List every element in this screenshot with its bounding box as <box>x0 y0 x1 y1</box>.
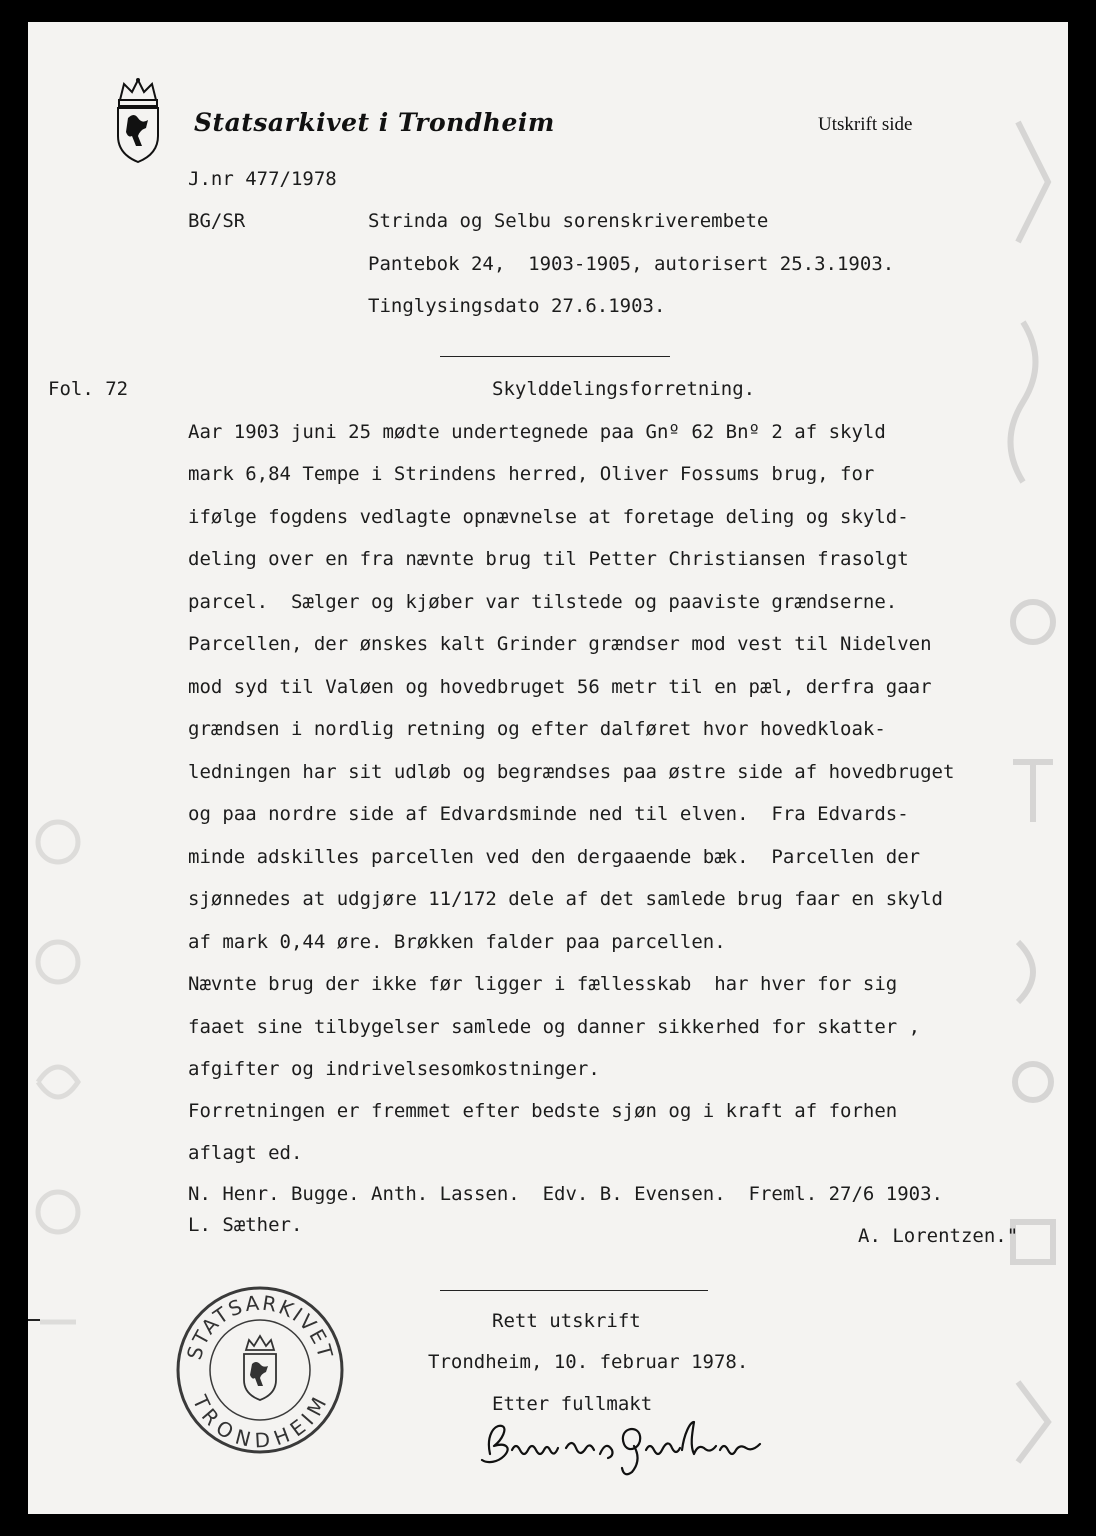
handwritten-signature <box>468 1414 768 1478</box>
stamp-top-text: STATSARKIVET <box>181 1290 339 1363</box>
page-label: Utskrift side <box>818 114 913 135</box>
body-line: faaet sine tilbygelser samlede og danner sikkerhed for skatter , <box>188 1016 921 1038</box>
certification-place-date: Trondheim, 10. februar 1978. <box>428 1351 749 1373</box>
journal-number: J.nr 477/1978 <box>188 168 337 190</box>
body-line: aflagt ed. <box>188 1142 303 1164</box>
body-line: og paa nordre side af Edvardsminde ned til elven. Fra Edvards- <box>188 803 909 825</box>
body-line: mod syd til Valøen og hovedbruget 56 metr til en pæl, derfra gaar <box>188 676 932 698</box>
folio-number: Fol. 72 <box>48 378 129 400</box>
body-line: ifølge fogdens vedlagte opnævnelse at foretage deling og skyld- <box>188 506 909 528</box>
signatory-right: A. Lorentzen." <box>858 1225 1019 1247</box>
signatories-line: N. Henr. Bugge. Anth. Lassen. Edv. B. Evensen. Freml. 27/6 1903. <box>188 1183 943 1205</box>
body-line: Forretningen er fremmet efter bedste sjøn og i kraft af forhen <box>188 1100 898 1122</box>
body-line: afgifter og indrivelsesomkostninger. <box>188 1058 600 1080</box>
stamp-bottom-text: TRONDHEIM <box>187 1391 333 1453</box>
office-name: Strinda og Selbu sorenskriverembete <box>368 210 769 232</box>
body-line: af mark 0,44 øre. Brøkken falder paa parcellen. <box>188 931 726 953</box>
body-line: mark 6,84 Tempe i Strindens herred, Oliver Fossums brug, for <box>188 463 875 485</box>
show-through-watermark <box>998 62 1068 1502</box>
body-line: sjønnedes at udgjøre 11/172 dele af det samlede brug faar en skyld <box>188 888 943 910</box>
coat-of-arms-icon <box>110 74 166 166</box>
signatory-left: L. Sæther. <box>188 1214 303 1236</box>
certification-authority: Etter fullmakt <box>492 1393 653 1415</box>
body-line: Aar 1903 juni 25 mødte undertegnede paa Gnº 62 Bnº 2 af skyld <box>188 421 886 443</box>
initials: BG/SR <box>188 210 246 232</box>
archive-name: Statsarkivet i Trondheim <box>194 108 555 137</box>
divider-top <box>440 356 670 357</box>
show-through-watermark-left <box>28 762 88 1382</box>
archive-stamp <box>174 1284 346 1456</box>
body-line: ledningen har sit udløb og begrændses paa østre side af hovedbruget <box>188 761 955 783</box>
certification-text: Rett utskrift <box>492 1310 641 1332</box>
body-line: grændsen i nordlig retning og efter dalføret hvor hovedkloak- <box>188 718 886 740</box>
document-page <box>28 22 1068 1514</box>
divider-bottom <box>440 1290 708 1291</box>
document-title: Skylddelingsforretning. <box>492 378 756 400</box>
body-line: parcel. Sælger og kjøber var tilstede og paaviste grændserne. <box>188 591 898 613</box>
body-line: Parcellen, der ønskes kalt Grinder grændser mod vest til Nidelven <box>188 633 932 655</box>
registration-date: Tinglysingsdato 27.6.1903. <box>368 295 666 317</box>
body-line: Nævnte brug der ikke før ligger i fællesskab har hver for sig <box>188 973 898 995</box>
mortgage-book: Pantebok 24, 1903-1905, autorisert 25.3.1903. <box>368 253 895 275</box>
svg-text:STATSARKIVET <box>182 1291 338 1363</box>
margin-tick <box>28 1319 40 1321</box>
body-line: deling over en fra nævnte brug til Petter Christiansen frasolgt <box>188 548 909 570</box>
body-line: minde adskilles parcellen ved den dergaaende bæk. Parcellen der <box>188 846 921 868</box>
